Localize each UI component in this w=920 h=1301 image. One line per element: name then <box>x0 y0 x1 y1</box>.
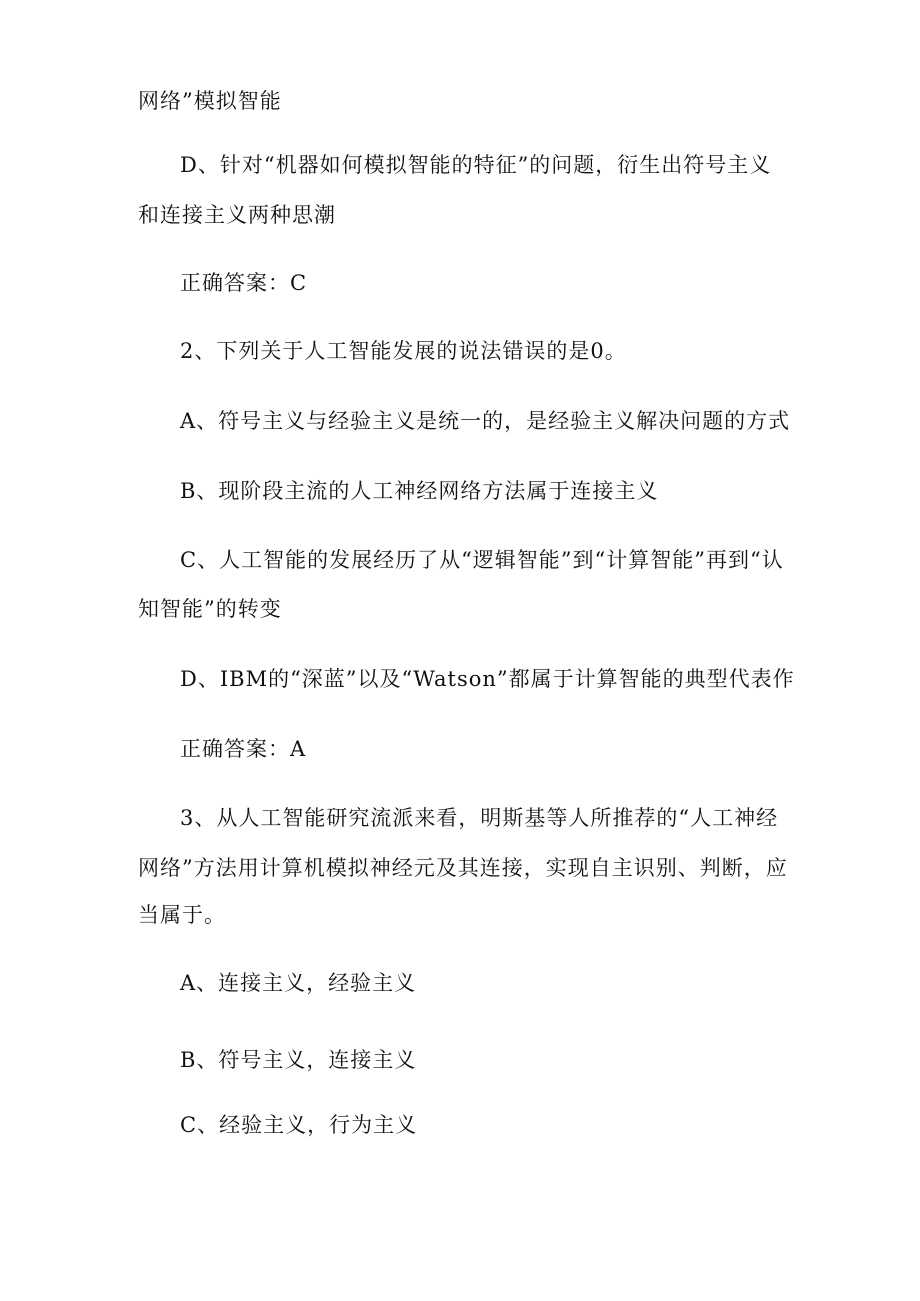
question-2: 2、下列关于人工智能发展的说法错误的是0。 <box>180 339 627 363</box>
option-d-q1-line-2: 和连接主义两种思潮 <box>138 203 336 227</box>
option-a-q3: A、连接主义，经验主义 <box>180 971 417 995</box>
option-d-q2: D、IBM的“深蓝”以及“Watson”都属于计算智能的典型代表作 <box>180 667 795 691</box>
option-c-q3: C、经验主义，行为主义 <box>180 1113 418 1137</box>
answer-q2: 正确答案：A <box>180 737 307 761</box>
option-b-q2: B、现阶段主流的人工神经网络方法属于连接主义 <box>180 479 659 503</box>
option-c-q2-line-2: 知智能”的转变 <box>138 597 282 621</box>
question-3-line-1: 3、从人工智能研究流派来看，明斯基等人所推荐的“人工神经 <box>180 806 779 830</box>
option-a-q2: A、符号主义与经验主义是统一的，是经验主义解决问题的方式 <box>180 409 791 433</box>
question-3-line-2: 网络”方法用计算机模拟神经元及其连接，实现自主识别、判断，应 <box>138 856 788 880</box>
question-3-line-3: 当属于。 <box>138 903 226 927</box>
answer-q1: 正确答案：C <box>180 271 308 295</box>
option-d-q1-line-1: D、针对“机器如何模拟智能的特征”的问题，衍生出符号主义 <box>180 153 772 177</box>
option-b-q3: B、符号主义，连接主义 <box>180 1048 417 1072</box>
text-line-1: 网络”模拟智能 <box>138 89 282 113</box>
option-c-q2-line-1: C、人工智能的发展经历了从“逻辑智能”到“计算智能”再到“认 <box>180 548 784 572</box>
